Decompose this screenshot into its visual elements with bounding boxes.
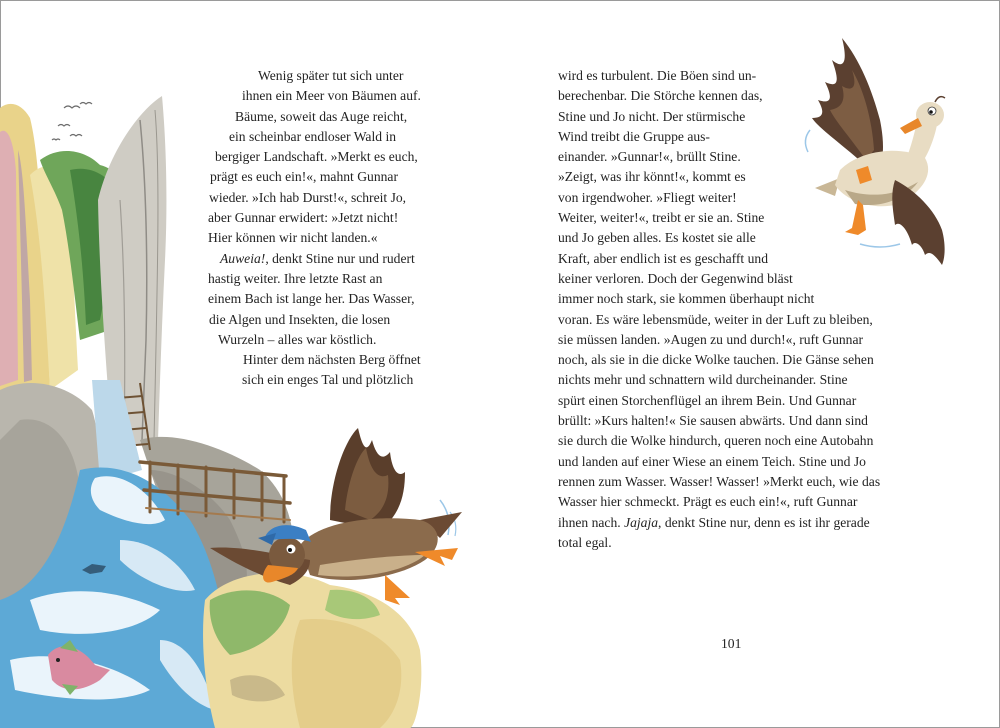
text-line: Hier können wir nicht landen.« xyxy=(208,230,378,246)
text-line: bergiger Landschaft. »Merkt es euch, xyxy=(215,149,418,165)
page-number: 101 xyxy=(721,636,742,651)
text-line: einander. »Gunnar!«, brüllt Stine. xyxy=(558,149,741,165)
text-line: immer noch stark, sie kommen überhaupt nicht xyxy=(558,291,815,307)
text-line: Wind treibt die Gruppe aus- xyxy=(558,128,710,144)
text-line: Wurzeln – alles war köstlich. xyxy=(218,331,377,347)
text-line: hastig weiter. Ihre letzte Rast an xyxy=(208,270,383,286)
text-line: ihnen ein Meer von Bäumen auf. xyxy=(242,88,421,104)
text-line: brüllt: »Kurs halten!« Sie sausen abwärts. Und dann sind xyxy=(558,413,868,429)
text-line: Wasser hier schmeckt. Prägt es euch ein!«, ruft Gunnar xyxy=(558,494,858,510)
text-line: Hinter dem nächsten Berg öffnet xyxy=(243,352,421,368)
text-line: wird es turbulent. Die Böen sind un- xyxy=(558,68,757,83)
text-line: spürt einen Storchenflügel an ihrem Bein. Und Gunnar xyxy=(558,392,857,408)
text-line: die Algen und Insekten, die losen xyxy=(209,311,391,327)
text-line: sie müssen landen. »Augen zu und durch!«, ruft Gunnar xyxy=(558,331,864,347)
text-line: berechenbar. Die Störche kennen das, xyxy=(558,88,763,104)
text-line: wieder. »Ich hab Durst!«, schreit Jo, xyxy=(209,189,407,205)
text-line: ein scheinbar endloser Wald in xyxy=(229,128,397,144)
text-line: aber Gunnar erwidert: »Jetzt nicht! xyxy=(208,210,399,226)
text-line xyxy=(0,249,460,269)
text-segment: , denkt Stine nur, denn es ist ihr gerade xyxy=(658,514,870,530)
text-line: Kraft, aber endlich ist es geschafft und xyxy=(558,250,768,266)
text-line: Wenig später tut sich unter xyxy=(258,68,404,83)
left-page-text xyxy=(0,66,460,391)
text-segment: , denkt Stine nur und rudert xyxy=(265,250,415,266)
text-line: sich ein enges Tal und plötzlich xyxy=(242,372,414,388)
text-line: einem Bach ist lange her. Das Wasser, xyxy=(208,291,415,307)
text-line: Bäume, soweit das Auge reicht, xyxy=(235,108,408,124)
text-segment: ihnen nach. xyxy=(558,514,625,530)
italic-word: Jajaja xyxy=(624,514,659,530)
text-line xyxy=(558,513,978,533)
text-line: voran. Es wäre lebensmüde, weiter in der Luft zu bleiben, xyxy=(558,311,873,327)
text-line: noch, als sie in die dicke Wolke tauchen. Die Gänse sehen xyxy=(558,352,874,368)
text-line: nichts mehr und schnattern wild durcheinander. Stine xyxy=(558,372,848,388)
right-page-text xyxy=(558,66,978,553)
text-line: sie durch die Wolke hindurch, queren noch eine Autobahn xyxy=(558,433,874,449)
text-line: von irgendwoher. »Fliegt weiter! xyxy=(558,189,737,205)
italic-word: Auweia! xyxy=(220,250,266,266)
text-line: und Jo geben alles. Es kostet sie alle xyxy=(558,230,756,246)
text-line: total egal. xyxy=(558,534,612,550)
text-line: Weiter, weiter!«, treibt er sie an. Stine xyxy=(558,210,765,226)
text-line: rennen zum Wasser. Wasser! Wasser! »Merkt euch, wie das xyxy=(558,473,881,489)
text-line: »Zeigt, was ihr könnt!«, kommt es xyxy=(558,169,746,185)
text-line: und landen auf einer Wiese an einem Teich. Stine und Jo xyxy=(558,453,866,469)
text-line: Stine und Jo nicht. Der stürmische xyxy=(558,108,746,124)
text-line: prägt es euch ein!«, mahnt Gunnar xyxy=(210,169,398,185)
text-line: keiner verloren. Doch der Gegenwind bläst xyxy=(558,270,793,286)
